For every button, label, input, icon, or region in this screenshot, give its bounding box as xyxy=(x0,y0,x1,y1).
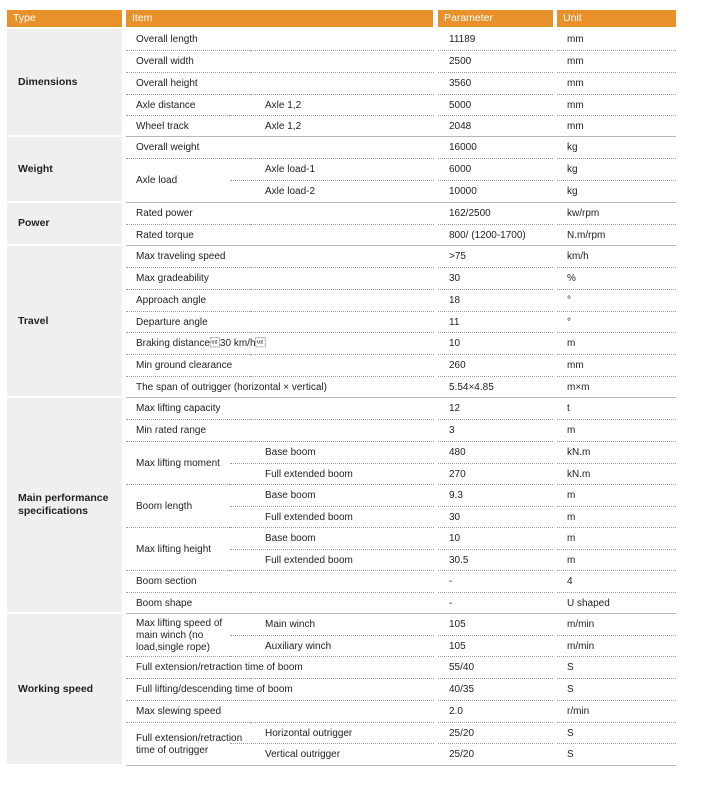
parameter-cell: 105 xyxy=(449,619,466,630)
type-cell: Travel xyxy=(7,246,122,396)
unit-cell: mm xyxy=(567,360,584,371)
item-cell: Axle load xyxy=(136,175,178,186)
sub-item-cell: Axle 1,2 xyxy=(265,120,302,132)
parameter-cell: 40/35 xyxy=(449,684,475,695)
unit-cell: ° xyxy=(567,295,571,306)
unit-cell: N.m/rpm xyxy=(567,229,606,241)
item-cell: Boom shape xyxy=(136,597,193,609)
unit-cell: m xyxy=(567,511,576,523)
unit-cell: kN.m xyxy=(567,447,591,458)
item-cell: Full lifting/descending time of boom xyxy=(136,684,293,695)
unit-cell: mm xyxy=(567,34,584,45)
unit-cell: m/min xyxy=(567,619,595,630)
parameter-cell: 105 xyxy=(449,640,466,652)
sub-item-cell: Full extended boom xyxy=(265,468,353,480)
sub-item-cell: Axle load-2 xyxy=(265,186,316,197)
parameter-cell: - xyxy=(449,576,453,587)
parameter-cell: 55/40 xyxy=(449,662,475,673)
header-unit: Unit xyxy=(557,10,676,27)
sub-item-cell: Full extended boom xyxy=(265,554,353,566)
sub-item-cell: Base boom xyxy=(265,533,316,544)
item-cell: Axle distance xyxy=(136,99,196,111)
item-cell: Overall weight xyxy=(136,142,200,153)
unit-cell: mm xyxy=(567,78,584,89)
parameter-cell: - xyxy=(449,597,453,609)
item-cell: Approach angle xyxy=(136,295,207,306)
item-cell: Max gradeability xyxy=(136,273,209,284)
parameter-cell: 30.5 xyxy=(449,554,469,566)
parameter-cell: 11189 xyxy=(449,34,476,45)
parameter-cell: 162/2500 xyxy=(449,208,491,219)
unit-cell: S xyxy=(567,662,574,673)
parameter-cell: 12 xyxy=(449,403,461,414)
item-cell: The span of outrigger (horizontal × vertical) xyxy=(136,381,327,393)
parameter-cell: 2500 xyxy=(449,56,472,67)
unit-cell: m xyxy=(567,338,576,349)
unit-cell: S xyxy=(567,727,574,739)
parameter-cell: 2048 xyxy=(449,120,472,132)
parameter-cell: 11 xyxy=(449,316,460,328)
unit-cell: m xyxy=(567,425,576,436)
unit-cell: 4 xyxy=(567,576,573,587)
sub-item-cell: Vertical outrigger xyxy=(265,749,341,760)
sub-item-cell: Axle 1,2 xyxy=(265,99,302,111)
unit-cell: kg xyxy=(567,186,578,197)
parameter-cell: 30 xyxy=(449,273,461,284)
parameter-cell: 10000 xyxy=(449,186,477,197)
item-cell: Braking distance 30 km/h xyxy=(136,338,266,349)
parameter-cell: 480 xyxy=(449,447,466,458)
parameter-cell: 270 xyxy=(449,468,466,480)
item-cell: Full extension/retraction time of outrigger xyxy=(136,732,243,756)
item-cell: Overall width xyxy=(136,56,194,67)
parameter-cell: 2.0 xyxy=(449,706,463,717)
parameter-cell: 30 xyxy=(449,511,461,523)
item-cell: Full extension/retraction time of boom xyxy=(136,662,303,673)
parameter-cell: 10 xyxy=(449,533,461,544)
unit-cell: mm xyxy=(567,56,584,67)
unit-cell: m xyxy=(567,533,576,544)
item-cell: Overall height xyxy=(136,78,198,89)
parameter-cell: 800/ (1200-1700) xyxy=(449,229,526,241)
type-cell: Dimensions xyxy=(7,29,122,135)
unit-cell: m xyxy=(567,554,576,566)
item-cell: Wheel track xyxy=(136,120,189,132)
unit-cell: ° xyxy=(567,316,571,328)
header-item: Item xyxy=(126,10,433,27)
item-cell: Rated power xyxy=(136,208,193,219)
type-cell: Working speed xyxy=(7,614,122,764)
item-cell: Boom section xyxy=(136,576,197,587)
parameter-cell: 25/20 xyxy=(449,749,475,760)
unit-cell: km/h xyxy=(567,251,589,262)
sub-item-cell: Full extended boom xyxy=(265,511,353,523)
group-divider xyxy=(126,765,676,766)
sub-item-cell: Horizontal outrigger xyxy=(265,727,353,739)
parameter-cell: >75 xyxy=(449,251,466,262)
unit-cell: mm xyxy=(567,99,584,111)
item-cell: Max lifting speed of main winch (no load,single rope) xyxy=(136,617,223,653)
item-cell: Max lifting height xyxy=(136,543,212,555)
item-cell: Rated torque xyxy=(136,229,194,241)
unit-cell: t xyxy=(567,403,570,414)
item-cell: Max lifting moment xyxy=(136,457,220,469)
unit-cell: S xyxy=(567,749,574,760)
sub-item-cell: Auxiliary winch xyxy=(265,640,332,652)
unit-cell: kg xyxy=(567,142,578,153)
parameter-cell: 25/20 xyxy=(449,727,475,739)
item-cell: Departure angle xyxy=(136,316,208,328)
unit-cell: kN.m xyxy=(567,468,591,480)
header-type: Type xyxy=(7,10,122,27)
unit-cell: mm xyxy=(567,120,584,132)
parameter-cell: 16000 xyxy=(449,142,477,153)
item-cell: Max lifting capacity xyxy=(136,403,221,414)
item-cell: Min rated range xyxy=(136,425,207,436)
unit-cell: S xyxy=(567,684,574,695)
unit-cell: % xyxy=(567,273,576,284)
parameter-cell: 5000 xyxy=(449,99,472,111)
parameter-cell: 260 xyxy=(449,360,466,371)
item-cell: Min ground clearance xyxy=(136,360,233,371)
item-cell: Boom length xyxy=(136,500,193,512)
unit-cell: kg xyxy=(567,164,578,175)
sub-item-cell: Base boom xyxy=(265,447,316,458)
parameter-cell: 6000 xyxy=(449,164,472,175)
item-cell: Overall length xyxy=(136,34,198,45)
unit-cell: U shaped xyxy=(567,597,610,609)
type-cell: Power xyxy=(7,203,122,244)
parameter-cell: 3 xyxy=(449,425,455,436)
unit-cell: m xyxy=(567,490,576,501)
unit-cell: m/min xyxy=(567,640,595,652)
sub-item-cell: Base boom xyxy=(265,490,316,501)
parameter-cell: 9.3 xyxy=(449,490,463,501)
type-cell: Weight xyxy=(7,137,122,201)
unit-cell: kw/rpm xyxy=(567,208,600,219)
parameter-cell: 3560 xyxy=(449,78,472,89)
parameter-cell: 18 xyxy=(449,295,461,306)
parameter-cell: 5.54×4.85 xyxy=(449,381,494,393)
unit-cell: m×m xyxy=(567,381,590,393)
type-cell: Main performance specifications xyxy=(7,398,122,612)
unit-cell: r/min xyxy=(567,706,590,717)
sub-item-cell: Axle load-1 xyxy=(265,164,316,175)
header-parameter: Parameter xyxy=(438,10,553,27)
sub-item-cell: Main winch xyxy=(265,619,316,630)
item-cell: Max traveling speed xyxy=(136,251,226,262)
item-cell: Max slewing speed xyxy=(136,706,222,717)
parameter-cell: 10 xyxy=(449,338,461,349)
